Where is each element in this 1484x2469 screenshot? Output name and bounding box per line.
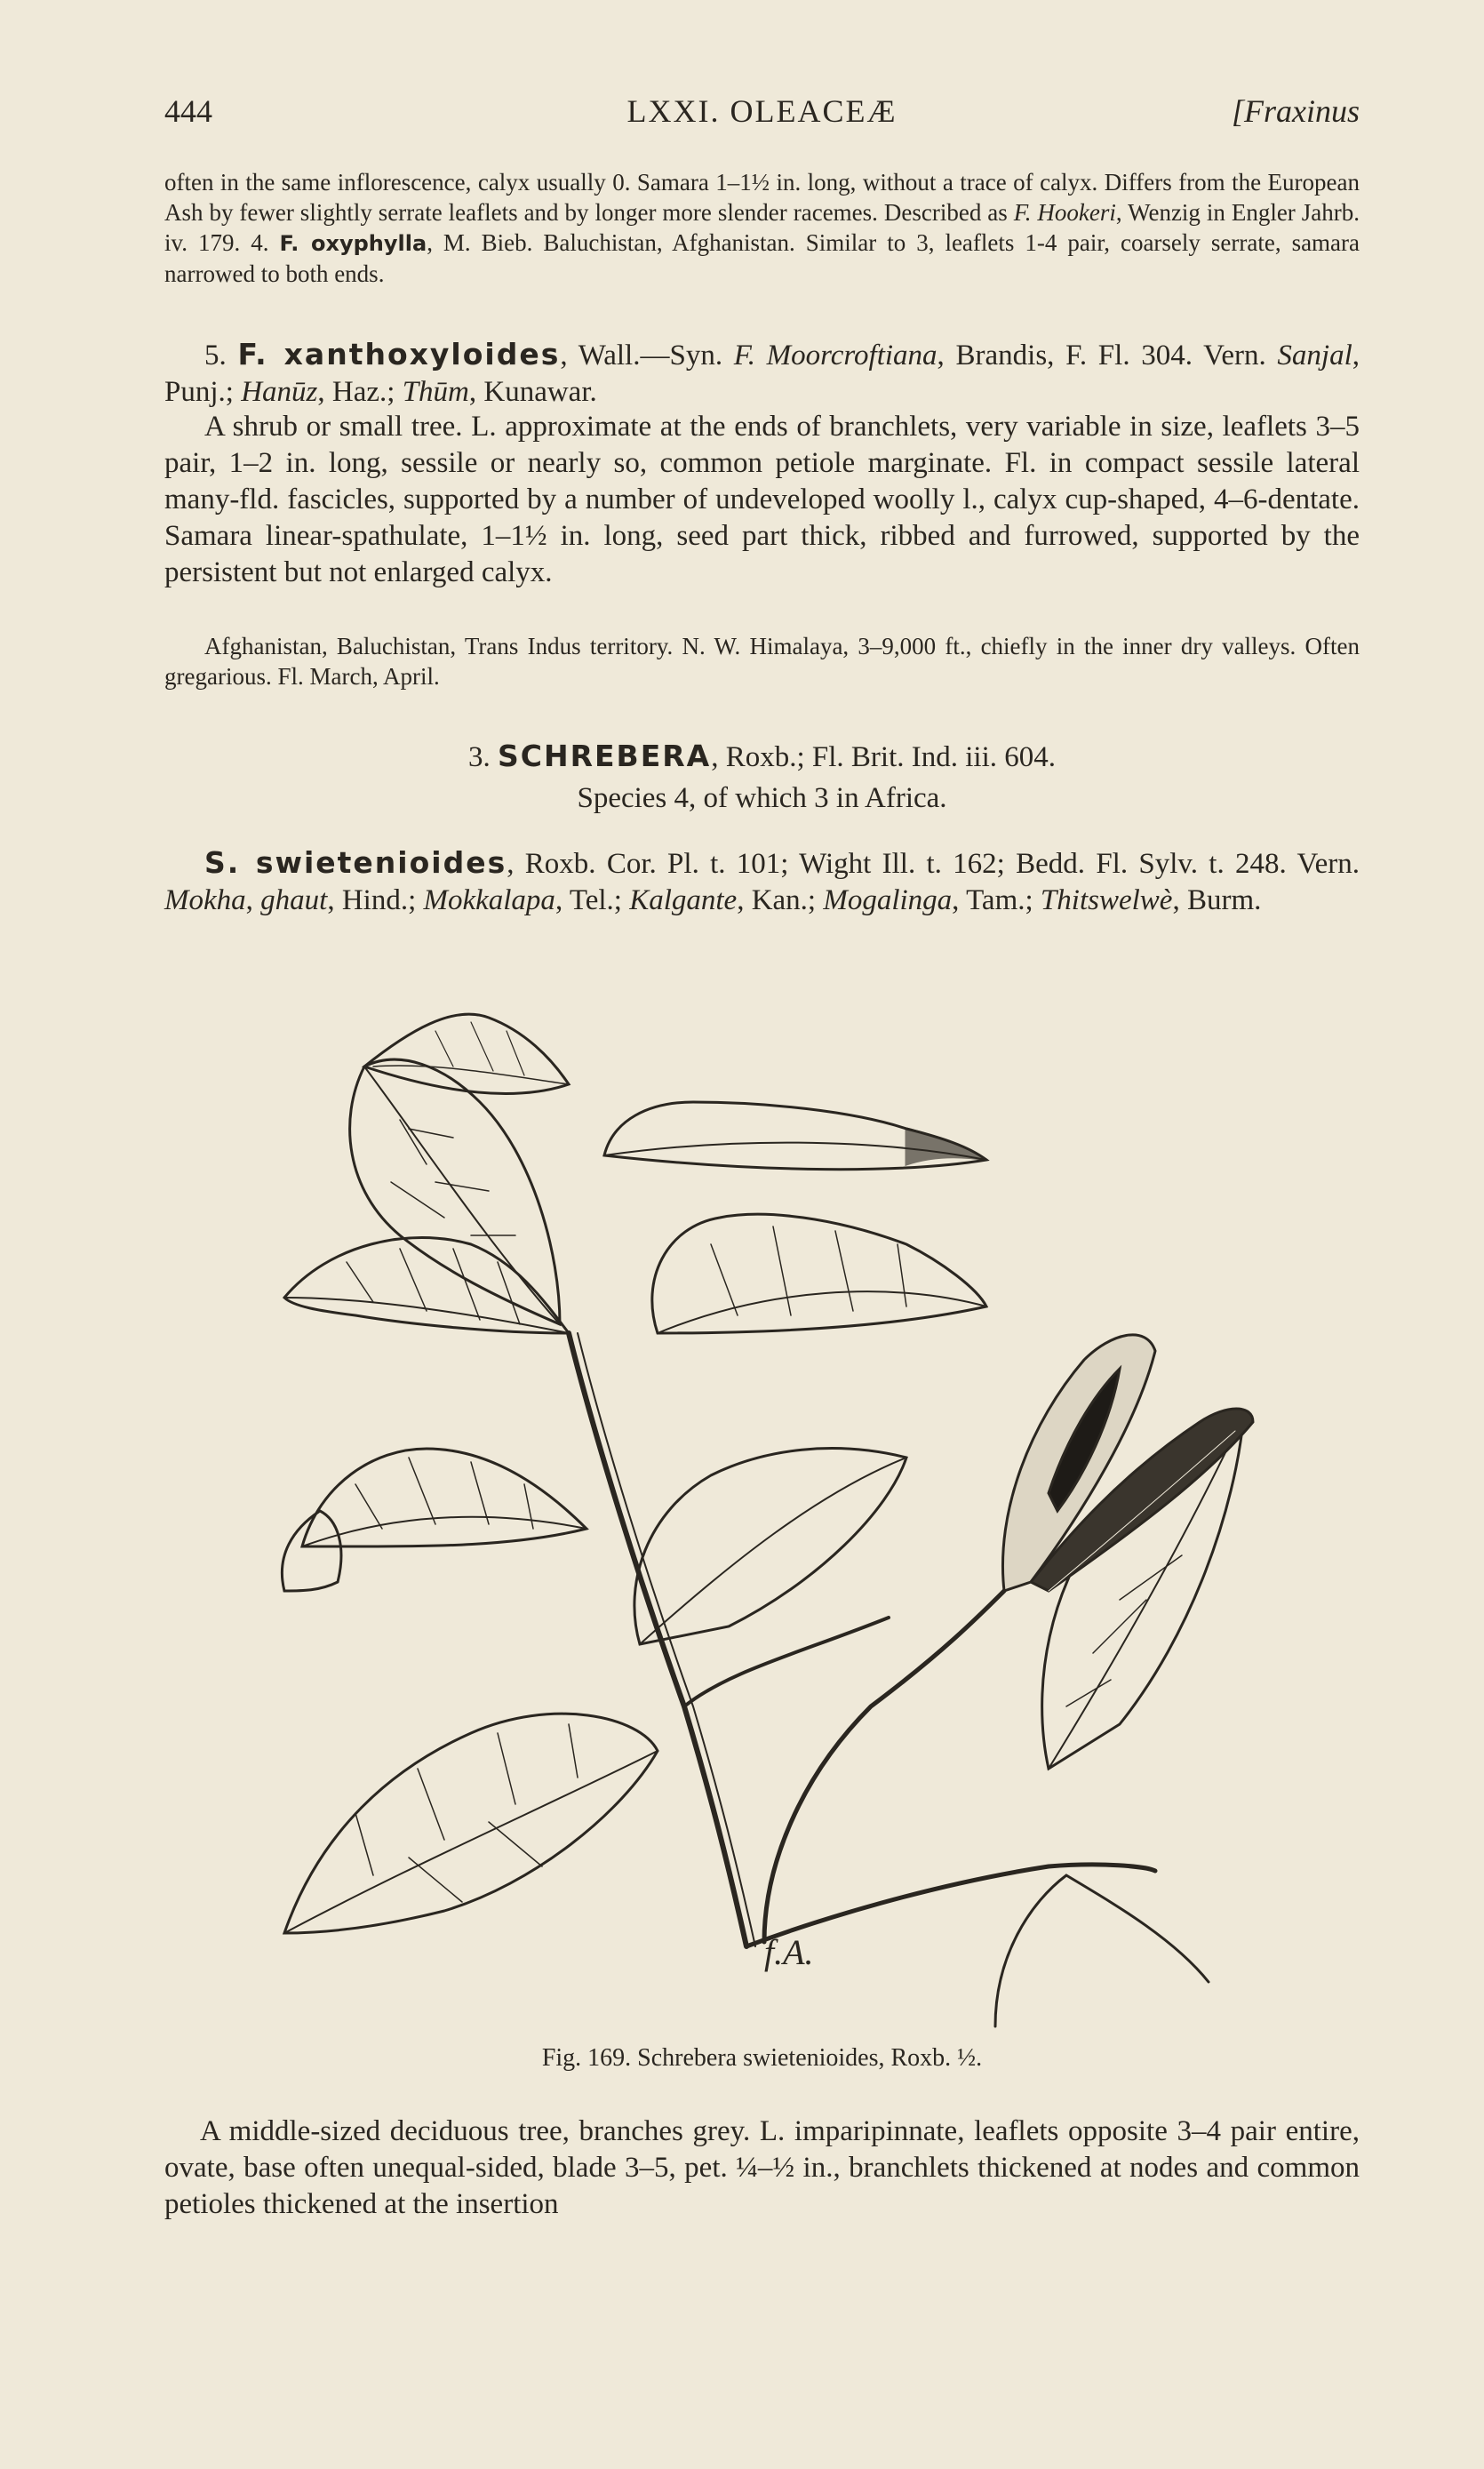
vernacular-name: ghaut [260,884,328,916]
sep: , Tel.; [555,884,630,916]
synonym-text: , Wall.—Syn. [560,340,734,372]
species-name: S. swietenioides [204,845,507,880]
sep: , Hind.; [327,884,424,916]
para-top-text: often in the same inflorescence, calyx usually 0. Samara 1–1½ in. long, without a trace of calyx. Differs from the European Ash by fewer slightly serrate leaflets and by longer more slender racemes. Described as [164,169,1360,226]
vernacular-name: Mokkalapa [423,884,555,916]
vernacular-region: , Punj.; [164,340,1360,408]
sep: , [245,884,261,916]
leaf [652,1214,986,1333]
vernacular-name: Hanūz [241,376,318,408]
vernacular-name: Thūm [402,376,469,408]
synonym-ref: , Brandis, F. Fl. 304. Vern. [937,340,1278,372]
genus-heading [164,738,1360,776]
fruit-branch [764,1591,1004,1942]
sep: , Kan.; [737,884,824,916]
figure-caption: Fig. 169. Schrebera swietenioides, Roxb. ½. [541,2044,983,2072]
paragraph-top [164,167,1360,289]
leaf [302,1449,586,1546]
species-number: 5. [204,340,238,372]
leaf [364,1014,569,1093]
genus-reference: , Roxb.; Fl. Brit. Ind. iii. 604. [711,741,1056,773]
leaf [604,1102,986,1170]
vernacular-name: Mokha [164,884,246,916]
page-number: 444 [164,93,212,129]
fruit-capsule [1002,1335,1253,1591]
genus-number: 3. [468,741,498,773]
vernacular-name: Mogalinga [823,884,953,916]
vernacular-region: , Kunawar. [468,376,597,408]
genus-name: SCHREBERA [498,739,712,773]
vernacular-region: , Haz.; [317,376,403,408]
leaf [995,1875,1209,2026]
genus-species-note: Species 4, of which 3 in Africa. [577,782,947,814]
taxon-oxyphylla: F. oxyphylla [279,231,427,256]
vernacular-name: Thitswelwè [1040,884,1173,916]
synonym-name: F. Moorcroftiana [733,340,937,372]
leaf [634,1449,906,1644]
illustrator-signature: f.A. [764,1932,814,1972]
taxon-hookeri: F. Hookeri [1013,199,1116,226]
sep: , Burm. [1172,884,1262,916]
page-header [164,92,1360,137]
vernacular-name: Sanjal [1277,340,1352,372]
botanical-illustration [267,978,1262,2035]
paragraph-bottom: A middle-sized deciduous tree, branches grey. L. imparipinnate, leaflets opposite 3–4 pair entire, ovate, base often unequal-sided, blade 3–5, pet. ¼–½ in., branchlets thickened at nodes and common petioles thickened at the insertion [164,2115,1360,2220]
para-top-text-2: , Wenzig in Engler Jahrb. iv. 179. 4. [164,199,1360,256]
species-name: F. xanthoxyloides [237,337,561,372]
leaf [284,1714,658,1933]
chapter-title: LXXI. OLEACEÆ [626,93,898,129]
sep: , Tam.; [952,884,1041,916]
para-top-text-3: , M. Bieb. Baluchistan, Afghanistan. Similar to 3, leaflets 1-4 pair, coarsely serrate, samara narrowed to both ends. [164,229,1360,287]
species-heading [164,844,1360,919]
running-head: [Fraxinus [1232,93,1360,129]
species-5-description: A shrub or small tree. L. approximate at the ends of branchlets, very variable in size, leaflets 3–5 pair, 1–2 in. long, sessile or nearly so, common petiole marginate. Fl. in compact sessile lateral many-fld. fascicles, supported by a number of undeveloped woolly l., calyx cup-shaped, 4–6-dentate. Samara linear-spathulate, 1–1½ in. long, seed part thick, ribbed and furrowed, supported by the persistent but not enlarged calyx. [164,411,1360,588]
vernacular-name: Kalgante [629,884,738,916]
species-5-distribution: Afghanistan, Baluchistan, Trans Indus territory. N. W. Himalaya, 3–9,000 ft., chiefly in the inner dry valleys. Often gregarious. Fl. March, April. [164,633,1360,690]
species-reference: , Roxb. Cor. Pl. t. 101; Wight Ill. t. 162; Bedd. Fl. Sylv. t. 248. Vern. [507,848,1360,880]
species-5-heading [164,336,1360,411]
